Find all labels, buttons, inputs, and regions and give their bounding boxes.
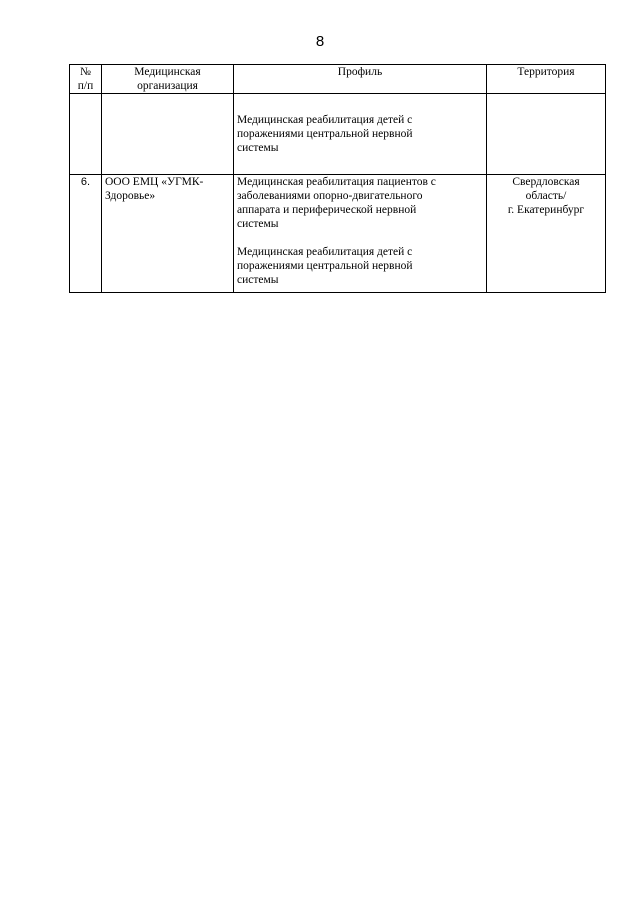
profile-line: системы — [237, 274, 279, 286]
header-num — [70, 65, 102, 94]
profile-entry — [237, 245, 483, 287]
profile-line: аппарата и периферической нервной — [237, 204, 417, 216]
territory-line: Свердловская — [512, 176, 580, 188]
profile-line: поражениями центральной нервной — [237, 260, 413, 272]
profile-line: поражениями центральной нервной — [237, 128, 413, 140]
header-org-line: организация — [137, 80, 198, 92]
page-number: 8 — [315, 33, 325, 50]
profile-line: системы — [237, 142, 279, 154]
profile-line: Медицинская реабилитация детей с — [237, 246, 413, 258]
header-num-line: п/п — [77, 80, 94, 92]
cell-organization — [102, 175, 234, 293]
table-row — [70, 175, 606, 293]
cell-territory — [487, 175, 606, 293]
header-org-line: Медицинская — [134, 66, 201, 78]
profile-line: Медицинская реабилитация детей с — [237, 114, 413, 126]
header-organization — [102, 65, 234, 94]
profile-line: системы — [237, 218, 279, 230]
organizations-table — [69, 64, 606, 293]
profile-entry — [237, 175, 483, 231]
cell-profile — [234, 175, 487, 293]
header-profile: Профиль — [234, 65, 487, 94]
header-num-line: № — [80, 66, 91, 78]
cell-num: 6. — [70, 175, 102, 293]
profile-line: Медицинская реабилитация пациентов с — [237, 176, 436, 188]
profile-line: заболеваниями опорно-двигательного — [237, 190, 423, 202]
cell-territory — [487, 94, 606, 175]
cell-num — [70, 94, 102, 175]
table-header-row — [70, 65, 606, 94]
territory-line: г. Екатеринбург — [507, 204, 585, 216]
territory-line: область/ — [525, 190, 567, 202]
cell-profile — [234, 94, 487, 175]
header-territory: Территория — [487, 65, 606, 94]
cell-organization — [102, 94, 234, 175]
org-line: Здоровье» — [105, 190, 156, 202]
table-row — [70, 94, 606, 175]
org-line: ООО ЕМЦ «УГМК- — [105, 176, 204, 188]
